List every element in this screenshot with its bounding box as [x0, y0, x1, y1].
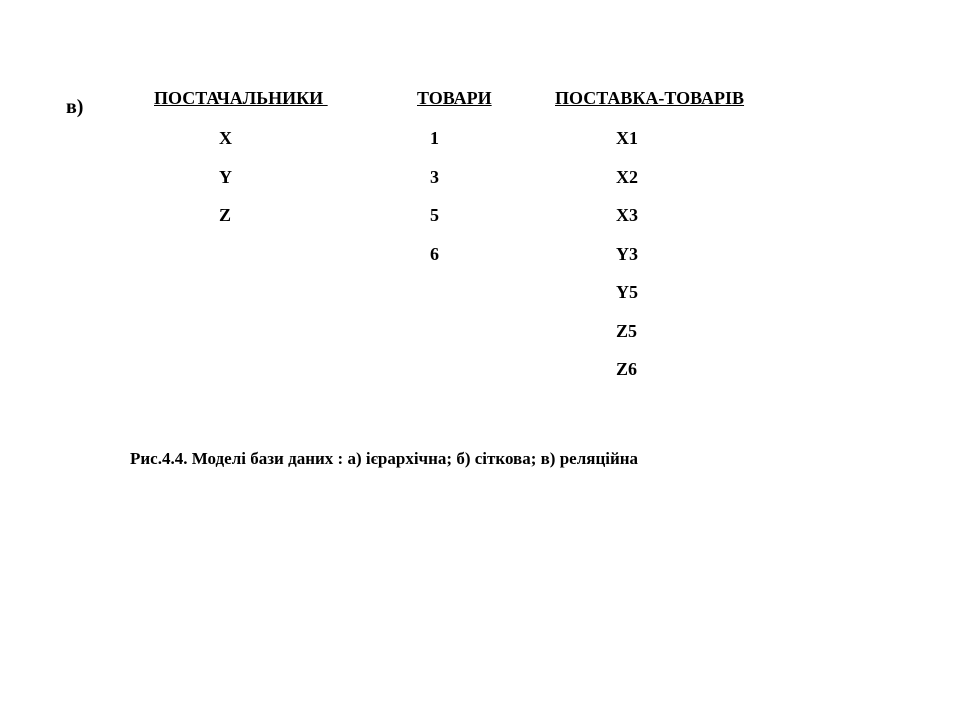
table-header-goods: ТОВАРИ — [417, 88, 492, 108]
supply-value: X3 — [616, 205, 638, 225]
goods-column — [430, 127, 439, 281]
supply-value: Z5 — [616, 320, 638, 341]
suppliers-column — [219, 127, 232, 243]
goods-value: 1 — [430, 128, 439, 148]
table-header-suppliers: ПОСТАЧАЛЬНИКИ — [154, 88, 328, 108]
suppliers-value: Y — [219, 166, 232, 187]
supply-goods-column — [616, 127, 638, 397]
table-header-supply-goods: ПОСТАВКА-ТОВАРІВ — [555, 88, 745, 108]
supply-value: Y5 — [616, 282, 638, 302]
goods-value: 6 — [430, 243, 439, 264]
suppliers-value: Z — [219, 205, 232, 225]
goods-value: 3 — [430, 166, 439, 187]
figure-caption: Рис.4.4. Моделі бази даних : а) ієрархічна; б) сіткова; в) реляційна — [130, 449, 639, 468]
goods-value: 5 — [430, 205, 439, 225]
suppliers-value: X — [219, 128, 232, 148]
supply-value: Z6 — [616, 359, 638, 379]
part-label: в) — [66, 96, 84, 118]
supply-value: Y3 — [616, 243, 638, 264]
supply-value: X1 — [616, 128, 638, 148]
supply-value: X2 — [616, 166, 638, 187]
